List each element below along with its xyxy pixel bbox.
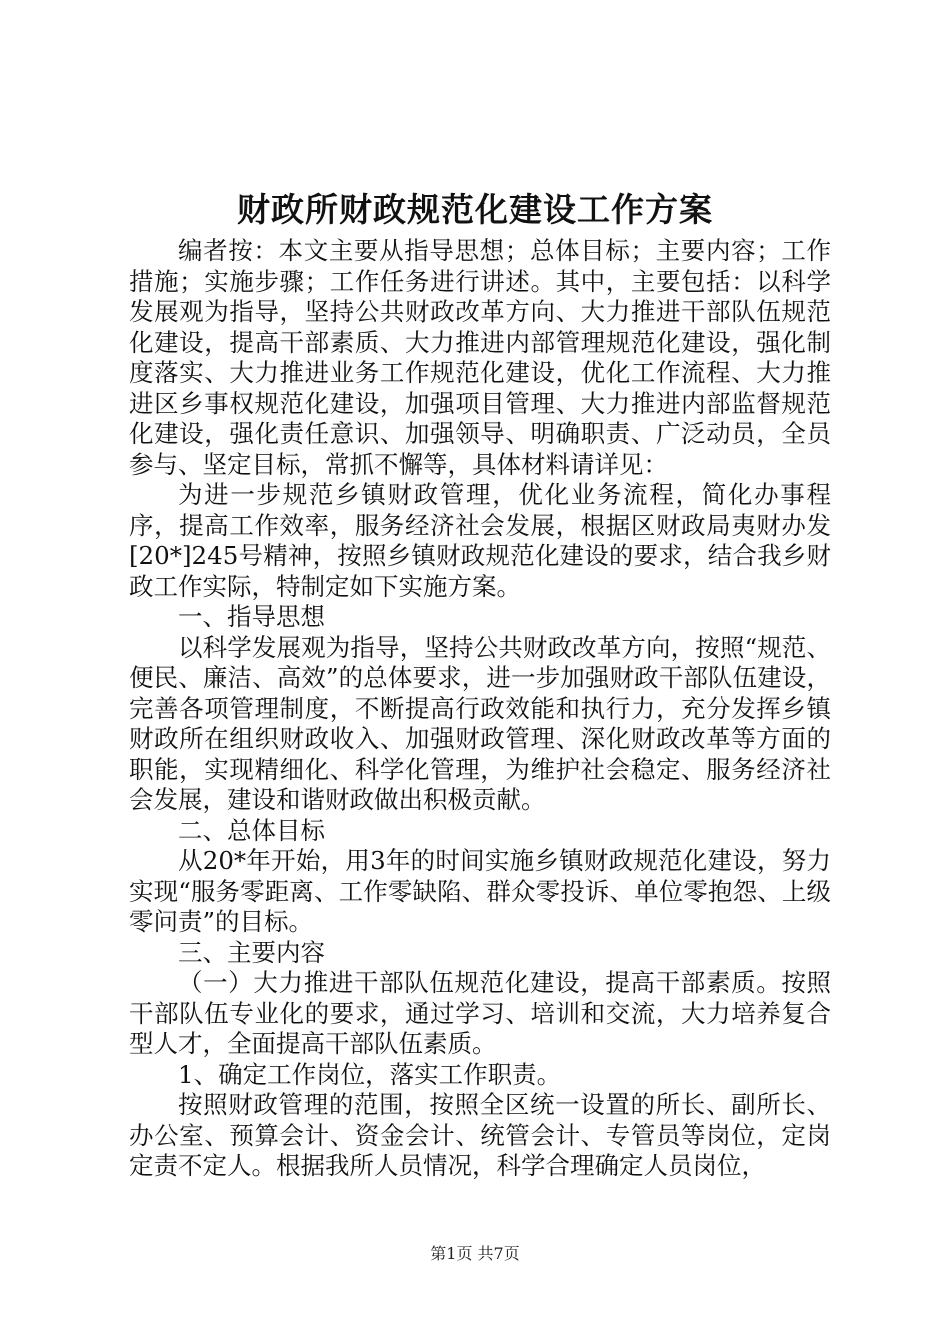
section-heading-overall-goal: 二、总体目标 (178, 815, 325, 845)
overall-goal-paragraph: 从20*年开始，用3年的时间实施乡镇财政规范化建设，努力实现“服务零距离、工作零缺陷、群众零投诉、单位零抱怨、上级零问责”的目标。 (129, 846, 831, 936)
main-content-paragraph-1: （一）大力推进干部队伍规范化建设，提高干部素质。按照干部队伍专业化的要求，通过学习、培训和交流，大力培养复合型人才，全面提高干部队伍素质。 (129, 968, 831, 1058)
section-heading-guiding-thought: 一、指导思想 (178, 602, 325, 631)
sub-item-heading-1: 1、确定工作岗位，落实工作职责。 (178, 1059, 562, 1089)
section-heading-main-content: 三、主要内容 (178, 937, 325, 967)
sub-item-paragraph-1: 按照财政管理的范围，按照全区统一设置的所长、副所长、办公室、预算会计、资金会计、统管会计、专管员等岗位，定岗定责不定人。根据我所人员情况，科学合理确定人员岗位， (129, 1090, 831, 1180)
editor-note-paragraph: 编者按：本文主要从指导思想；总体目标；主要内容；工作措施；实施步骤；工作任务进行讲述。其中，主要包括：以科学发展观为指导，坚持公共财政改革方向、大力推进干部队伍规范化建设，提高干部素质、大力推进内部管理规范化建设，强化制度落实、大力推进业务工作规范化建设，优化工作流程、大力推进区乡事权规范化建设，加强项目管理、大力推进内部监督规范化建设，强化责任意识、加强领导、明确职责、广泛动员，全员参与、坚定目标，常抓不懈等，具体材料请详见： (129, 236, 831, 479)
document-body (129, 236, 831, 1182)
document-title: 财政所财政规范化建设工作方案 (237, 190, 713, 229)
intro-paragraph: 为进一步规范乡镇财政管理，优化业务流程，简化办事程序，提高工作效率，服务经济社会发展，根据区财政局夷财办发[20*]245号精神，按照乡镇财政规范化建设的要求，结合我乡财政工作实际，特制定如下实施方案。 (129, 480, 831, 601)
guiding-thought-paragraph: 以科学发展观为指导，坚持公共财政改革方向，按照“规范、便民、廉洁、高效”的总体要求，进一步加强财政干部队伍建设，完善各项管理制度，不断提高行政效能和执行力，充分发挥乡镇财政所在组织财政收入、加强财政管理、深化财政改革等方面的职能，实现精细化、科学化管理，为维护社会稳定、服务经济社会发展，建设和谐财政做出积极贡献。 (129, 632, 831, 814)
page-footer: 第1页 共7页 (430, 1244, 520, 1263)
